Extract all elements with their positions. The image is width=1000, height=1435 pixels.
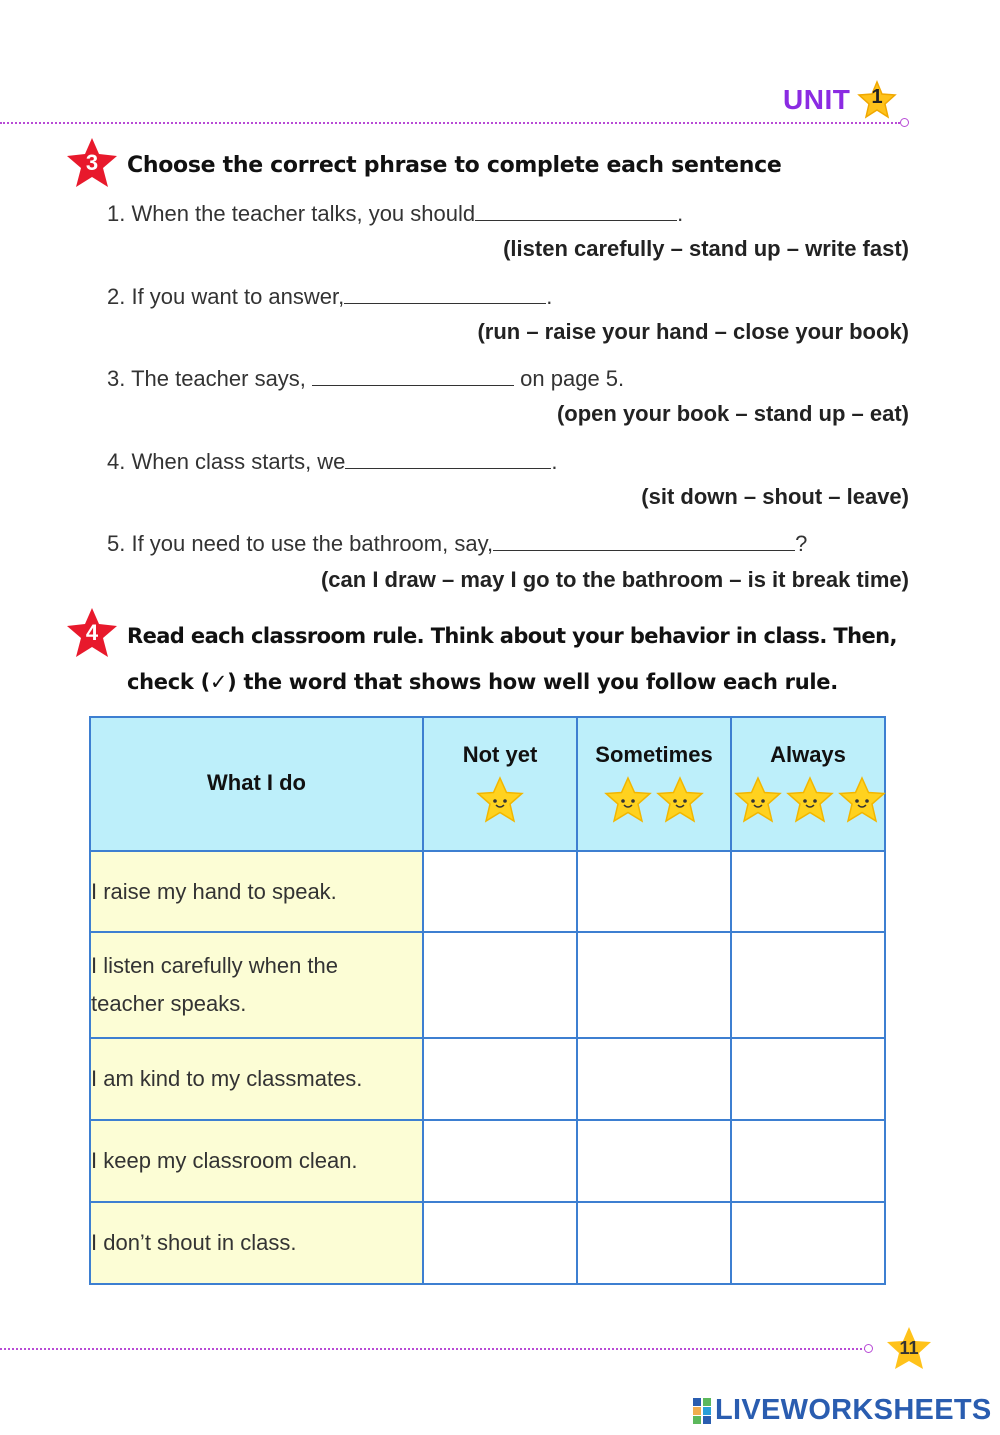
- options-5: (can I draw – may I go to the bathroom – is it break time): [320, 567, 909, 592]
- options-1: (listen carefully – stand up – write fast): [503, 236, 909, 261]
- answer-blank-1[interactable]: [475, 200, 677, 221]
- options-3: (open your book – stand up – eat): [556, 401, 909, 426]
- question-5-text: 5. If you need to use the bathroom, say,: [107, 531, 494, 556]
- check-cell-not-yet[interactable]: [423, 1202, 577, 1284]
- answer-blank-2[interactable]: [344, 283, 546, 304]
- column-header-sometimes: Sometimes: [577, 717, 731, 851]
- section-3-number: 3: [85, 150, 99, 175]
- check-cell-sometimes[interactable]: [577, 1202, 731, 1284]
- table-row: [90, 932, 885, 1038]
- rule-text: I keep my classroom clean.: [90, 1120, 423, 1202]
- answer-blank-5[interactable]: [493, 530, 795, 551]
- unit-number: 1: [871, 86, 883, 108]
- check-cell-always[interactable]: [731, 932, 885, 1038]
- check-cell-always[interactable]: [731, 1120, 885, 1202]
- check-cell-not-yet[interactable]: [423, 1038, 577, 1120]
- question-4-text: 4. When class starts, we: [107, 449, 346, 474]
- section-4-number: 4: [85, 620, 99, 645]
- question-2-text: 2. If you want to answer,: [107, 284, 345, 309]
- question-3: 3. The teacher says, on page 5.: [107, 366, 625, 391]
- check-cell-sometimes[interactable]: [577, 932, 731, 1038]
- column-header-not-yet: Not yet: [423, 717, 577, 851]
- check-cell-not-yet[interactable]: [423, 932, 577, 1038]
- footer-divider-end: [864, 1344, 873, 1353]
- check-cell-always[interactable]: [731, 851, 885, 932]
- liveworksheets-logo-icon: [693, 1398, 711, 1424]
- check-cell-always[interactable]: [731, 1202, 885, 1284]
- table-row: [90, 1120, 885, 1202]
- rule-text: I don’t shout in class.: [90, 1202, 423, 1284]
- check-cell-always[interactable]: [731, 1038, 885, 1120]
- header-divider-end: [900, 118, 909, 127]
- section-4-heading-line-1: Read each classroom rule. Think about your behavior in class. Then,: [127, 624, 897, 648]
- options-2: (run – raise your hand – close your book): [477, 319, 909, 344]
- unit-label: UNIT: [783, 84, 851, 115]
- table-row: [90, 851, 885, 932]
- rating-stars-2: [578, 776, 730, 830]
- rating-stars-1: [424, 776, 576, 830]
- rating-stars-3: [732, 776, 884, 830]
- check-cell-not-yet[interactable]: [423, 1120, 577, 1202]
- header-divider: [0, 122, 900, 124]
- rule-text: I listen carefully when the teacher speaks.: [90, 932, 423, 1038]
- question-1-text: 1. When the teacher talks, you should: [107, 201, 476, 226]
- page-number: 11: [899, 1338, 919, 1358]
- question-5: 5. If you need to use the bathroom, say, ?: [107, 531, 808, 556]
- rule-text: I am kind to my classmates.: [90, 1038, 423, 1120]
- smiley-star-icon: [475, 776, 525, 824]
- column-header-always: Always: [731, 717, 885, 851]
- answer-blank-4[interactable]: [345, 448, 551, 469]
- section-4-heading-line-2: check (✓) the word that shows how well you follow each rule.: [127, 670, 838, 694]
- column-header-what-i-do: What I do: [90, 717, 423, 851]
- table-row: [90, 1038, 885, 1120]
- footer-divider: [0, 1348, 866, 1350]
- question-3-text: 3. The teacher says,: [107, 366, 313, 391]
- question-4: 4. When class starts, we .: [107, 449, 558, 474]
- question-2: 2. If you want to answer, .: [107, 284, 553, 309]
- answer-blank-3[interactable]: [312, 365, 514, 386]
- check-cell-sometimes[interactable]: [577, 851, 731, 932]
- smiley-star-icon: [733, 776, 783, 824]
- options-4: (sit down – shout – leave): [641, 484, 909, 509]
- check-cell-sometimes[interactable]: [577, 1038, 731, 1120]
- table-row: [90, 1202, 885, 1284]
- smiley-star-icon: [785, 776, 835, 824]
- smiley-star-icon: [603, 776, 653, 824]
- question-1: 1. When the teacher talks, you should .: [107, 201, 684, 226]
- section-3-heading: Choose the correct phrase to complete each sentence: [127, 153, 782, 178]
- smiley-star-icon: [837, 776, 887, 824]
- check-cell-sometimes[interactable]: [577, 1120, 731, 1202]
- table-header-row: [90, 717, 885, 851]
- smiley-star-icon: [655, 776, 705, 824]
- liveworksheets-brand: LIVEWORKSHEETS: [715, 1394, 992, 1426]
- behavior-table: [89, 716, 886, 1285]
- check-cell-not-yet[interactable]: [423, 851, 577, 932]
- rule-text: I raise my hand to speak.: [90, 851, 423, 932]
